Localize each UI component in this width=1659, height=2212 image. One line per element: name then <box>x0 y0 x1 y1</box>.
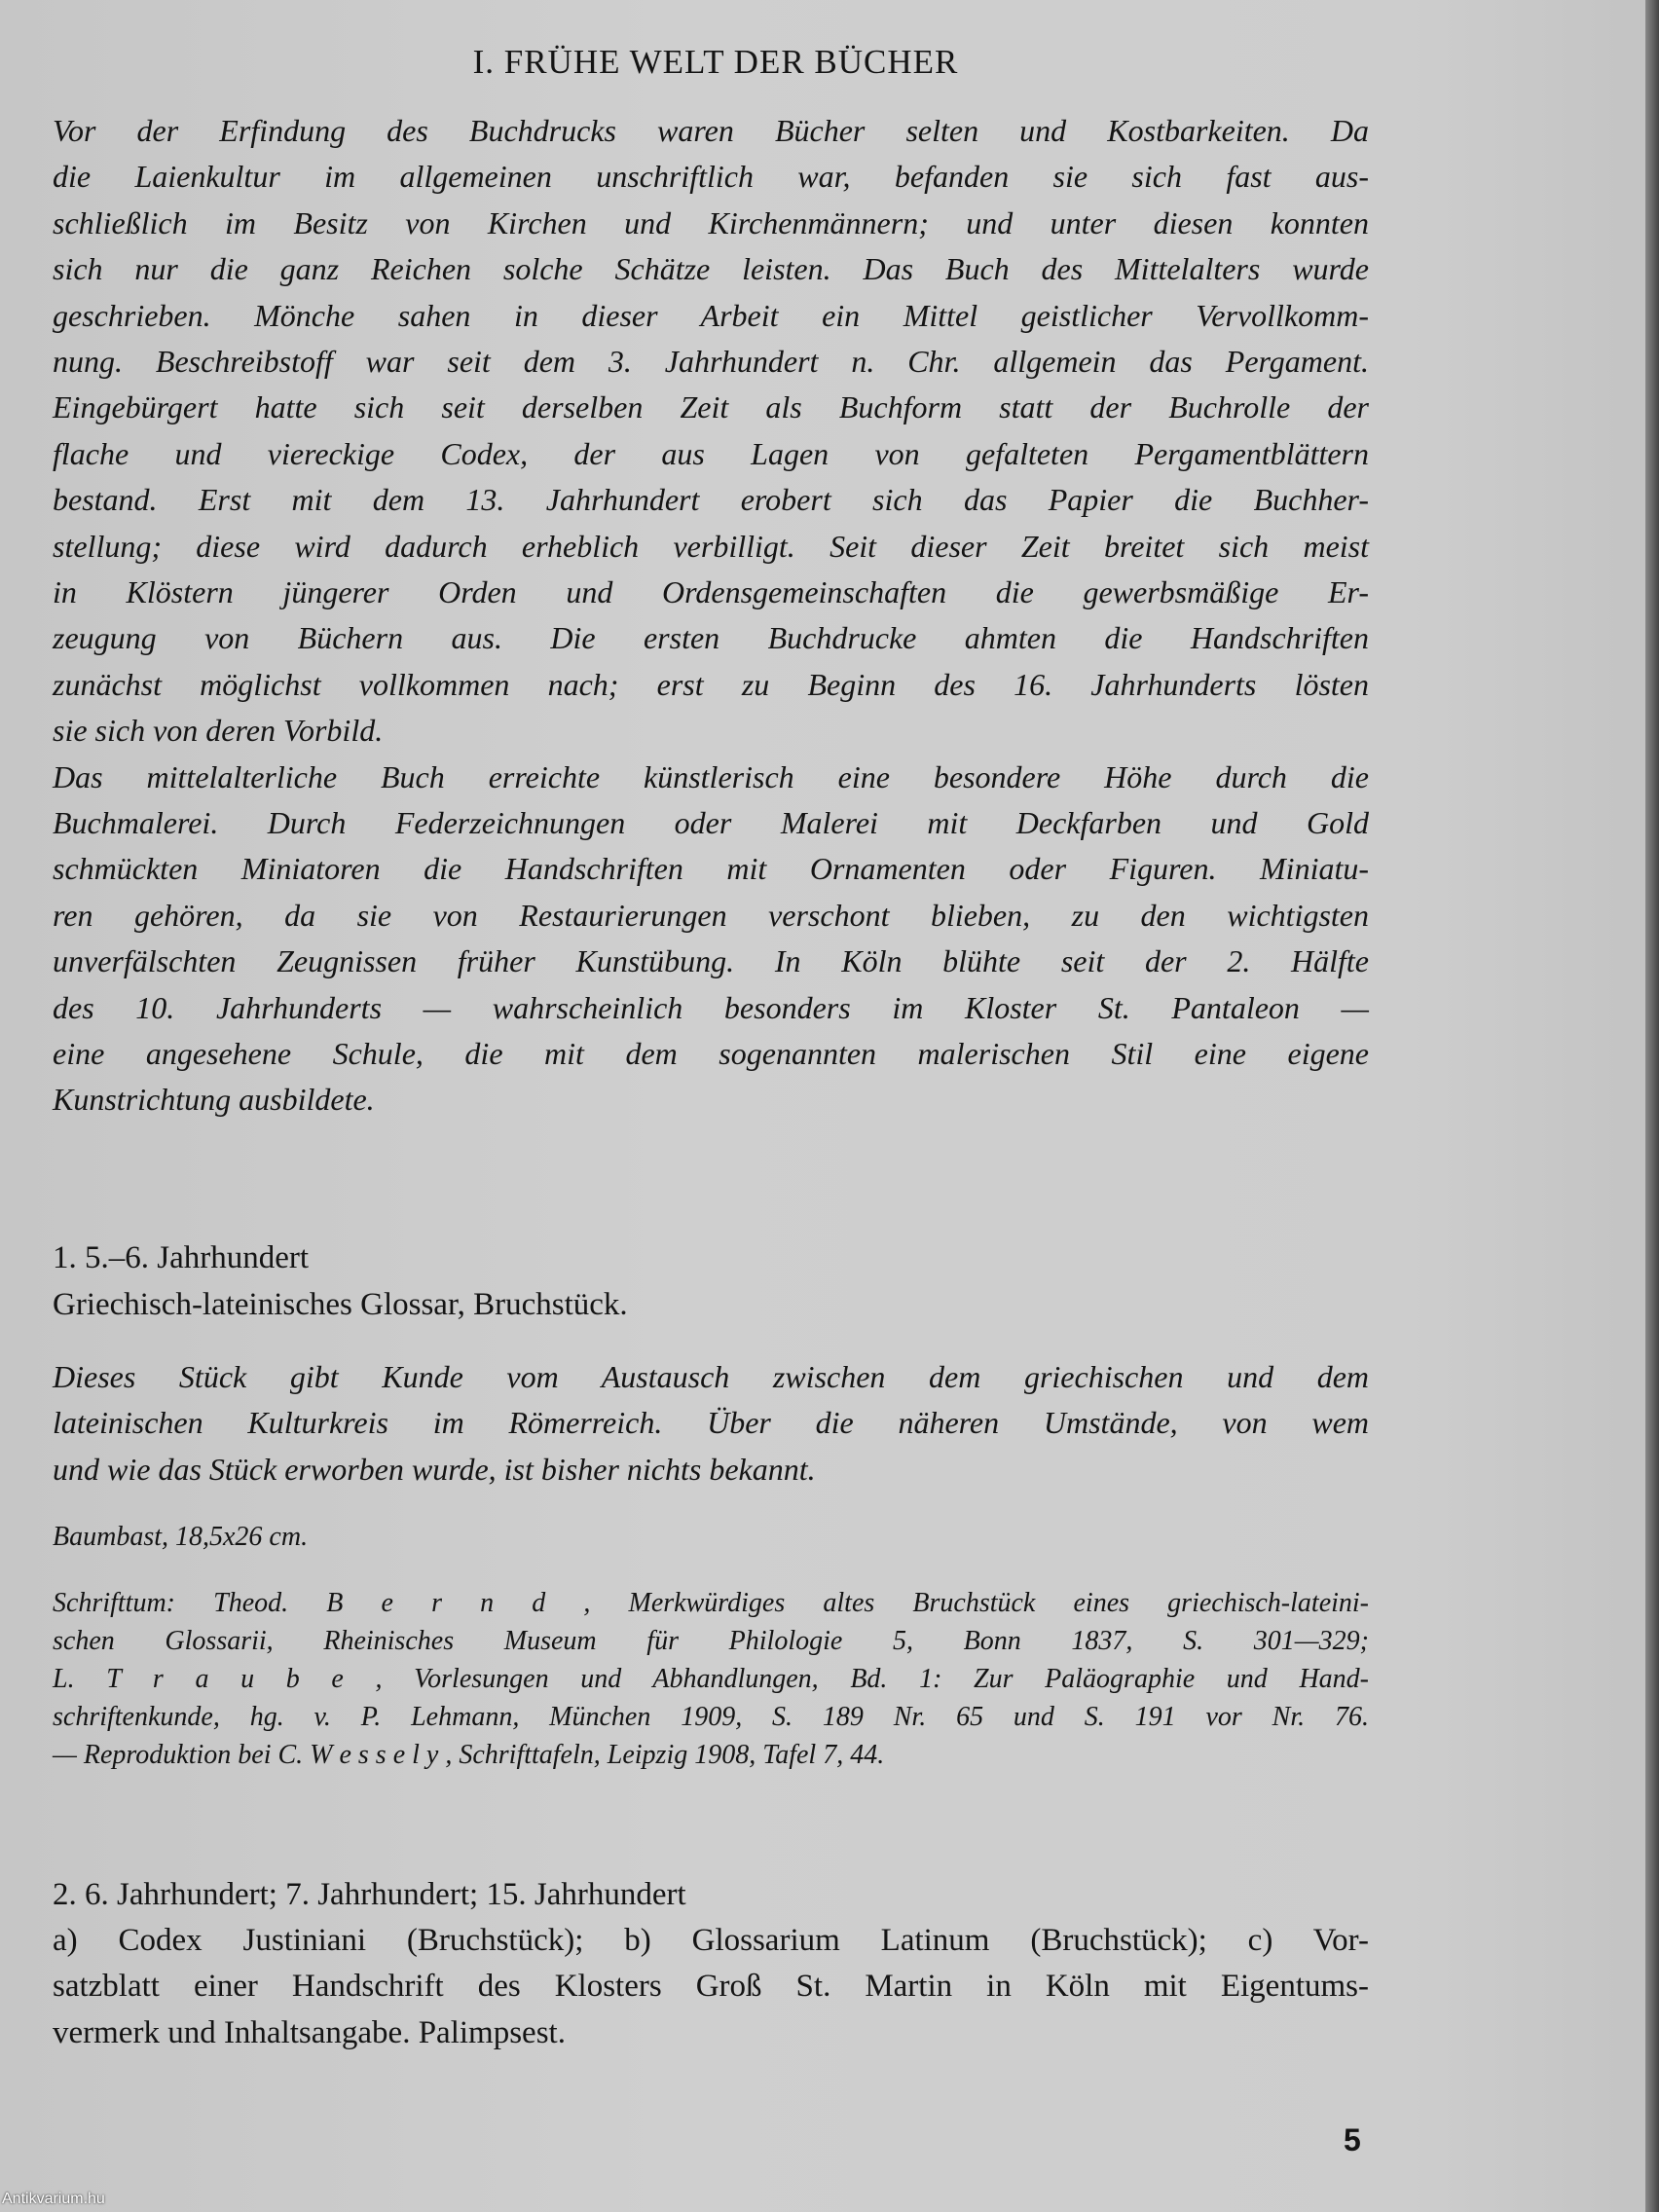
text-line: Kunstrichtung ausbildete. <box>53 1082 375 1118</box>
watermark: Antikvarium.hu <box>2 2191 105 2207</box>
text-line: Baumbast, 18,5x26 cm. <box>53 1522 309 1552</box>
text-line: sich nur die ganz Reichen solche Schätze leisten. Das Buch des Mittelalters wurde <box>53 251 1369 287</box>
text-line: schriftenkunde, hg. v. P. Lehmann, München 1909, S. 189 Nr. 65 und S. 191 vor Nr. 76. <box>53 1702 1369 1732</box>
text-line: zunächst möglichst vollkommen nach; erst zu Beginn des 16. Jahrhunderts lösten <box>53 666 1369 702</box>
text-line: L. T r a u b e , Vorlesungen und Abhandlungen, Bd. 1: Zur Paläographie und Hand- <box>53 1664 1369 1694</box>
text-line: die Laienkultur im allgemeinen unschriftlich war, befanden sie sich fast aus- <box>53 159 1369 195</box>
page-number: 5 <box>1344 2122 1361 2157</box>
text-line: schmückten Miniatoren die Handschriften mit Ornamenten oder Figuren. Miniatu- <box>53 851 1369 887</box>
text-line: unverfälschten Zeugnissen früher Kunstübung. In Köln blühte seit der 2. Hälfte <box>53 943 1369 979</box>
text-line: — Reproduktion bei C. W e s s e l y , Schrifttafeln, Leipzig 1908, Tafel 7, 44. <box>53 1740 885 1770</box>
chapter-title: I. FRÜHE WELT DER BÜCHER <box>472 43 959 81</box>
text-line: des 10. Jahrhunderts — wahrscheinlich besonders im Kloster St. Pantaleon — <box>53 989 1369 1025</box>
text-line: Vor der Erfindung des Buchdrucks waren Bücher selten und Kostbarkeiten. Da <box>53 113 1369 148</box>
text-line: sie sich von deren Vorbild. <box>53 713 384 749</box>
text-line: Eingebürgert hatte sich seit derselben Zeit als Buchform statt der Buchrolle der <box>53 389 1369 425</box>
text-line: bestand. Erst mit dem 13. Jahrhundert erobert sich das Papier die Buchher- <box>53 482 1369 518</box>
text-line: Dieses Stück gibt Kunde vom Austausch zwischen dem griechischen und dem <box>53 1359 1369 1394</box>
page-edge <box>1645 0 1659 2212</box>
text-line: Schrifttum: Theod. B e r n d , Merkwürdiges altes Bruchstück eines griechisch-lateini- <box>53 1588 1369 1618</box>
text-line: zeugung von Büchern aus. Die ersten Buchdrucke ahmten die Handschriften <box>53 620 1369 656</box>
text-line: Griechisch-lateinisches Glossar, Bruchstück. <box>53 1287 628 1322</box>
text-line: flache und viereckige Codex, der aus Lagen von gefalteten Pergamentblättern <box>53 435 1369 471</box>
text-line: ren gehören, da sie von Restaurierungen verschont blieben, zu den wichtigsten <box>53 897 1369 933</box>
text-line: schließlich im Besitz von Kirchen und Kirchenmännern; und unter diesen konnten <box>53 204 1369 240</box>
text-line: stellung; diese wird dadurch erheblich verbilligt. Seit dieser Zeit breitet sich meist <box>53 528 1369 564</box>
text-line: satzblatt einer Handschrift des Klosters Groß St. Martin in Köln mit Eigentums- <box>53 1969 1369 2005</box>
text-line: Buchmalerei. Durch Federzeichnungen oder Malerei mit Deckfarben und Gold <box>53 805 1369 840</box>
text-line: vermerk und Inhaltsangabe. Palimpsest. <box>53 2014 566 2050</box>
text-line: a) Codex Justiniani (Bruchstück); b) Glossarium Latinum (Bruchstück); c) Vor- <box>53 1923 1369 1958</box>
text-line: in Klöstern jüngerer Orden und Ordensgemeinschaften die gewerbsmäßige Er- <box>53 574 1369 609</box>
text-line: Das mittelalterliche Buch erreichte künstlerisch eine besondere Höhe durch die <box>53 758 1369 794</box>
text-line: 2. 6. Jahrhundert; 7. Jahrhundert; 15. Jahrhundert <box>53 1877 686 1912</box>
text-line: und wie das Stück erworben wurde, ist bisher nichts bekannt. <box>53 1451 816 1487</box>
text-line: geschrieben. Mönche sahen in dieser Arbeit ein Mittel geistlicher Vervollkomm- <box>53 297 1369 333</box>
text-line: eine angesehene Schule, die mit dem sogenannten malerischen Stil eine eigene <box>53 1036 1369 1071</box>
text-line: lateinischen Kulturkreis im Römerreich. Über die näheren Umstände, von wem <box>53 1405 1369 1441</box>
text-line: nung. Beschreibstoff war seit dem 3. Jahrhundert n. Chr. allgemein das Pergament. <box>53 344 1369 379</box>
text-line: schen Glossarii, Rheinisches Museum für Philologie 5, Bonn 1837, S. 301—329; <box>53 1626 1369 1656</box>
text-line: 1. 5.–6. Jahrhundert <box>53 1240 310 1275</box>
